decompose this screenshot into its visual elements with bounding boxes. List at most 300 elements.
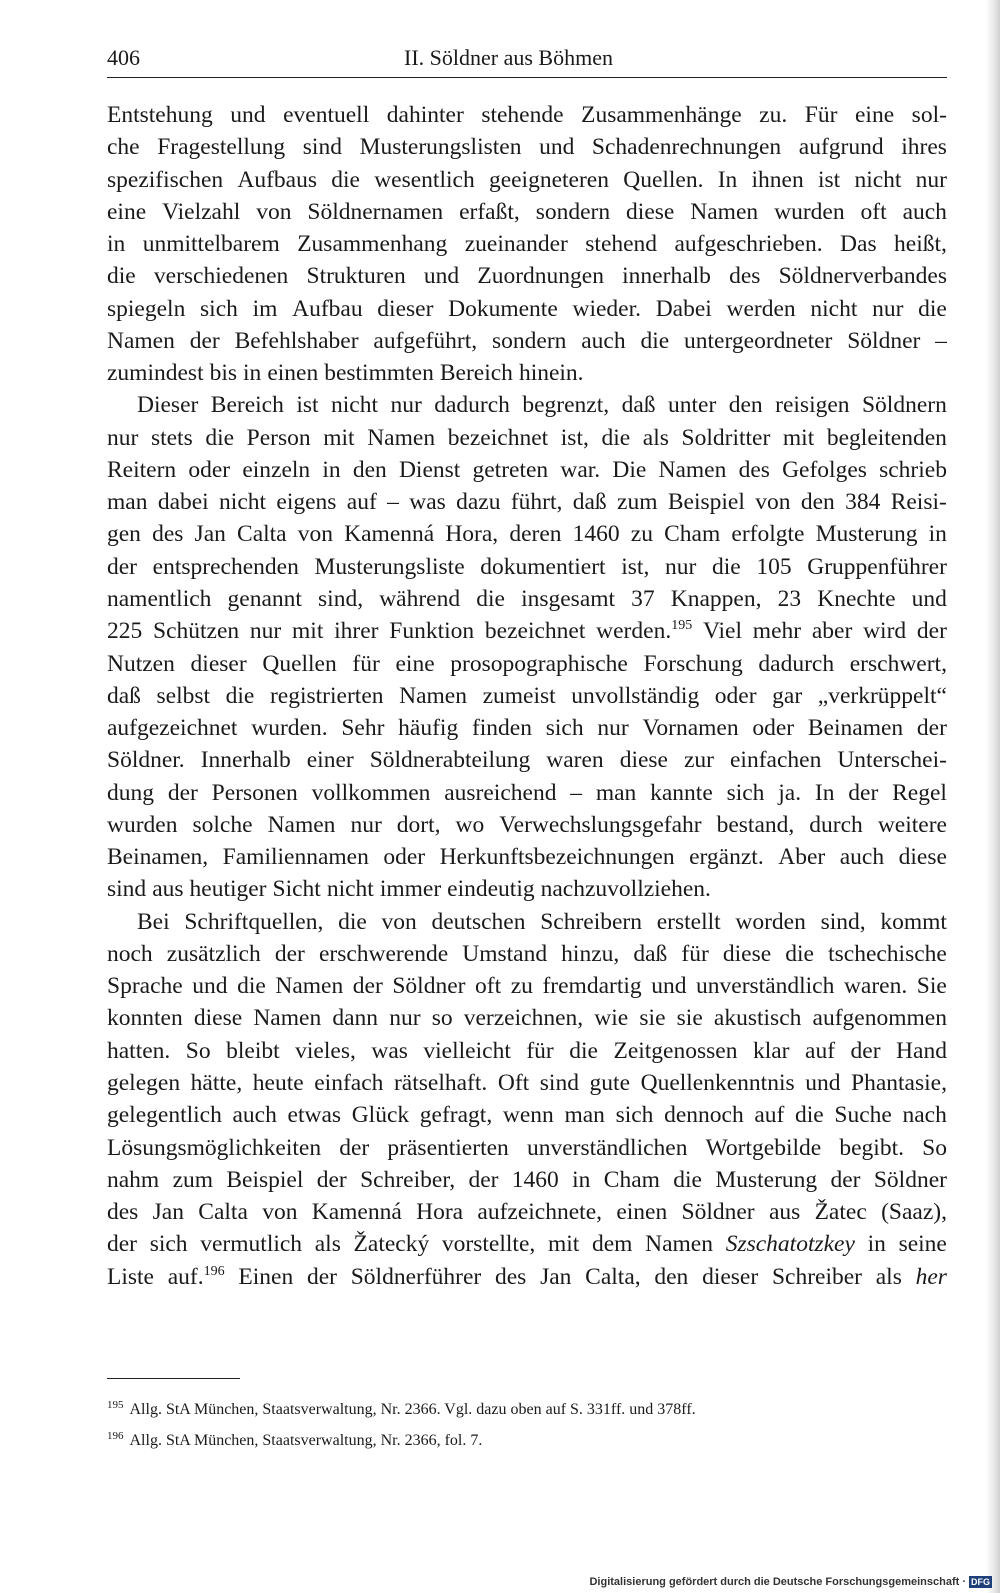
word: dieser xyxy=(377,295,434,322)
text-line xyxy=(107,809,947,841)
word: erschwerende xyxy=(318,940,449,967)
word: die xyxy=(918,295,947,322)
word: Beinamen, xyxy=(107,844,209,871)
word: sind, xyxy=(820,908,866,935)
word: nachzuvollziehen. xyxy=(540,876,711,903)
word: dennoch xyxy=(664,1102,744,1129)
word: in xyxy=(928,521,947,548)
word: unverständlichen xyxy=(526,1134,688,1161)
word: für xyxy=(526,1037,554,1064)
word: dort, xyxy=(396,811,441,838)
word: hinzu, xyxy=(561,940,620,967)
word: in xyxy=(243,360,262,387)
word: den xyxy=(352,456,387,483)
word: mit xyxy=(782,424,815,451)
word: Söldner xyxy=(847,327,921,354)
word: der xyxy=(850,1037,881,1064)
word: nicht xyxy=(331,392,378,419)
text-line xyxy=(107,1002,947,1034)
word: auch xyxy=(232,1102,277,1129)
word-with-footnote xyxy=(596,615,692,647)
word: Söldner xyxy=(873,1166,947,1193)
word: „verkrüppelt“ xyxy=(817,682,947,709)
word: so xyxy=(431,1005,453,1032)
word: des xyxy=(729,263,761,290)
word: dann xyxy=(332,1005,379,1032)
word: sich xyxy=(200,295,238,322)
word: Söldnernamen xyxy=(307,198,444,225)
word: Quellen xyxy=(262,650,337,677)
word: Die xyxy=(612,456,647,483)
word: Schützen xyxy=(153,618,240,645)
word: dadurch xyxy=(758,650,835,677)
word: diese xyxy=(193,1005,243,1032)
word: die xyxy=(331,166,360,193)
body-text xyxy=(107,99,947,1293)
word: verzeichnen, xyxy=(463,1005,584,1032)
word: eigens xyxy=(276,489,337,516)
word: auf xyxy=(346,489,377,516)
text-line xyxy=(107,325,947,357)
word: des xyxy=(107,1199,139,1226)
word: zusätzlich xyxy=(166,940,261,967)
word: dahinter xyxy=(386,102,464,128)
word: nur xyxy=(872,295,904,322)
word: rätselhaft. xyxy=(393,1069,488,1096)
word: sondern xyxy=(492,327,567,354)
word: ist, xyxy=(560,424,589,451)
word: Phantasie, xyxy=(851,1069,947,1096)
word: entsprechenden xyxy=(152,553,299,580)
word: – xyxy=(570,779,583,806)
text-line xyxy=(107,518,947,550)
word: stehende xyxy=(481,102,564,128)
word: Söldner. xyxy=(107,747,185,774)
word: Knappen, xyxy=(670,585,762,612)
word: stets xyxy=(150,424,193,451)
word: nur xyxy=(249,618,282,645)
word: den xyxy=(654,1263,689,1290)
word: reisigen xyxy=(775,392,850,419)
word: nur xyxy=(390,392,422,419)
word: innerhalb xyxy=(622,263,711,290)
word: zum xyxy=(172,1166,214,1193)
word: ergänzt. xyxy=(689,844,764,871)
word: im xyxy=(252,295,278,322)
word: als xyxy=(642,424,669,451)
word: dabei xyxy=(157,489,209,516)
word: solche xyxy=(192,811,253,838)
word: Lösungsmöglichkeiten xyxy=(107,1134,322,1161)
word: Entstehung xyxy=(107,102,213,128)
word: von xyxy=(381,908,417,935)
text-line xyxy=(107,1035,947,1067)
word: Das xyxy=(840,231,877,258)
word: Hand xyxy=(896,1037,947,1064)
word: aufgenommen xyxy=(812,1005,947,1032)
word: oder xyxy=(752,715,795,742)
word: unverständlich xyxy=(696,973,835,1000)
word: schrieb xyxy=(879,456,947,483)
word: unter xyxy=(668,392,717,419)
word: Umstand xyxy=(462,940,548,967)
word: 1460 xyxy=(572,521,620,548)
word: daß xyxy=(107,682,141,709)
footnote xyxy=(107,1392,947,1423)
word: zu xyxy=(630,521,653,548)
word: Gefolges xyxy=(782,456,867,483)
word: nur xyxy=(665,553,697,580)
word: der xyxy=(316,1166,347,1193)
word: des xyxy=(152,521,184,548)
word: auf xyxy=(805,1037,836,1064)
word: vielleicht xyxy=(423,1037,511,1064)
text-line xyxy=(107,1228,947,1260)
word: Calta xyxy=(237,521,287,548)
text-line xyxy=(107,648,947,680)
word: die xyxy=(673,1166,702,1193)
word: mit xyxy=(547,1231,580,1258)
word: die xyxy=(569,1037,598,1064)
word: Regel xyxy=(892,779,947,806)
word: Suche xyxy=(834,1102,892,1129)
word: einfach xyxy=(314,1069,384,1096)
word: 105 xyxy=(756,553,792,580)
word: Strukturen xyxy=(306,263,406,290)
word: wenn xyxy=(502,1102,554,1129)
word: bezeichnet xyxy=(447,424,549,451)
word: erstellt xyxy=(656,908,721,935)
word: insgesamt xyxy=(521,585,616,612)
word: oder xyxy=(383,844,426,871)
word: Söldner xyxy=(681,1199,755,1226)
word: bezeichnet xyxy=(484,618,586,645)
footnote-separator xyxy=(107,1378,240,1379)
page-edge-shadow xyxy=(986,0,1000,1593)
text-line xyxy=(107,131,947,163)
word: sie xyxy=(639,1005,666,1032)
word: als xyxy=(875,1263,902,1290)
word: auf. xyxy=(167,1263,204,1290)
text-line xyxy=(107,196,947,228)
footnote-reference: 195 xyxy=(671,618,693,634)
word: finden xyxy=(471,715,532,742)
word: In xyxy=(717,166,738,193)
header-rule xyxy=(107,77,947,78)
word: In xyxy=(814,779,835,806)
word: der xyxy=(830,1166,861,1193)
page-number: 406 xyxy=(107,45,140,70)
word: die xyxy=(785,940,814,967)
word: Funktion xyxy=(389,618,475,645)
word: verschiedenen xyxy=(153,263,289,290)
word: Namen xyxy=(253,1005,322,1032)
word: geeigneteren xyxy=(488,166,609,193)
text-line xyxy=(107,777,947,809)
text-line xyxy=(107,1099,947,1131)
word: ihres xyxy=(901,134,947,161)
word: Nutzen xyxy=(107,650,175,677)
word: eindeutig xyxy=(447,876,535,903)
word: Cham xyxy=(603,1166,660,1193)
word: man xyxy=(564,1102,605,1129)
word: spiegeln xyxy=(107,295,186,322)
word: vollkommen xyxy=(311,779,431,806)
word: gelegen xyxy=(107,1069,181,1096)
word: wurden xyxy=(107,811,178,838)
word: Zuordnungen xyxy=(477,263,604,290)
word: eventuell xyxy=(283,102,370,128)
word: auch xyxy=(581,327,626,354)
word: man xyxy=(107,489,148,516)
word: spezifischen xyxy=(107,166,224,193)
word: aus xyxy=(768,1199,801,1226)
word: Dienst xyxy=(398,456,461,483)
word: untergeordneter xyxy=(684,327,833,354)
word: Hora xyxy=(416,1199,464,1226)
word: was xyxy=(371,1037,408,1064)
word: wie xyxy=(594,1005,629,1032)
word: So xyxy=(185,1037,211,1064)
word: und xyxy=(192,973,228,1000)
word: deren xyxy=(509,521,562,548)
word: unmittelbarem xyxy=(142,231,280,258)
word: Einen xyxy=(238,1263,294,1290)
word: Dokumente xyxy=(448,295,558,322)
word: die xyxy=(237,973,266,1000)
word: von xyxy=(262,1199,298,1226)
word: und xyxy=(539,134,575,161)
word: den xyxy=(800,489,835,516)
word: etwas xyxy=(287,1102,342,1129)
text-line xyxy=(107,938,947,970)
word: nur xyxy=(350,811,382,838)
word: aufgeführt, xyxy=(373,327,478,354)
word: eine xyxy=(854,102,895,128)
word: Reisi- xyxy=(890,489,947,516)
word: wird xyxy=(863,618,907,645)
text-line xyxy=(107,873,947,905)
word: häufig xyxy=(398,715,459,742)
word: aufgeschrieben. xyxy=(674,231,823,258)
word: Söldnerführer xyxy=(350,1263,482,1290)
word: Sehr xyxy=(341,715,385,742)
word: gen xyxy=(107,521,141,548)
word: zumindest xyxy=(107,360,204,387)
text-line xyxy=(107,841,947,873)
word: und xyxy=(230,102,266,128)
word: ja. xyxy=(778,779,802,806)
word: für xyxy=(352,650,380,677)
word: und xyxy=(423,263,460,290)
word: klar xyxy=(752,1037,790,1064)
word: sind xyxy=(302,134,342,161)
word: Verwechslungsgefahr xyxy=(499,811,702,838)
word: wurden xyxy=(774,198,845,225)
word: Gruppenführer xyxy=(807,553,947,580)
word: sind, xyxy=(318,585,364,612)
word: ist xyxy=(817,166,841,193)
word: Calta xyxy=(198,1199,248,1226)
word: akustisch xyxy=(713,1005,802,1032)
word: zur xyxy=(683,747,714,774)
word: aufzeichnete, xyxy=(477,1199,602,1226)
word: die xyxy=(205,424,235,451)
word: die xyxy=(601,424,631,451)
word: mehr xyxy=(752,618,802,645)
word: Žatec xyxy=(814,1199,867,1226)
word: in xyxy=(322,456,341,483)
text-line xyxy=(107,1132,947,1164)
word: sol- xyxy=(911,102,947,128)
word: Namen xyxy=(399,682,467,709)
word: che xyxy=(107,134,140,161)
word: einen xyxy=(267,360,319,387)
word: gar xyxy=(772,682,803,709)
word: diese xyxy=(619,747,668,774)
word: (Saaz), xyxy=(881,1199,947,1226)
word: als xyxy=(314,1231,341,1258)
word: der xyxy=(274,940,305,967)
word: der xyxy=(916,618,947,645)
word: ihnen xyxy=(751,166,804,193)
text-line xyxy=(107,712,947,744)
word: Jan xyxy=(540,1263,572,1290)
word: Zeitgenossen xyxy=(613,1037,738,1064)
word: sind xyxy=(107,876,147,903)
word: und xyxy=(911,585,947,612)
word: vieles, xyxy=(295,1037,356,1064)
word: Söldnerverbandes xyxy=(778,263,947,290)
word: Söldner xyxy=(392,973,466,1000)
footnote-text: Allg. StA München, Staatsverwaltung, Nr. 2366. Vgl. dazu oben auf S. 331ff. und 378ff. xyxy=(129,1401,696,1418)
word: sondern xyxy=(535,198,611,225)
word: Bereich xyxy=(439,360,513,387)
word: fremdartig xyxy=(542,973,642,1000)
word: was xyxy=(409,489,446,516)
word: Schreiber xyxy=(771,1263,862,1290)
word: mit xyxy=(292,618,324,645)
word: Unterschei- xyxy=(837,747,947,774)
word: der xyxy=(339,1134,370,1161)
text-line xyxy=(107,486,947,518)
word: Vornamen xyxy=(642,715,739,742)
text-line xyxy=(107,99,947,131)
word-with-footnote xyxy=(168,1261,225,1293)
word: Namen xyxy=(645,1231,713,1258)
word: her xyxy=(915,1263,947,1290)
word: Hora, xyxy=(445,521,499,548)
word: diese xyxy=(898,844,947,871)
word: Aber xyxy=(778,844,826,871)
word: Liste xyxy=(107,1263,154,1290)
word: deutschen xyxy=(431,908,526,935)
word: der xyxy=(848,779,879,806)
word: kannte xyxy=(650,779,713,806)
word: aber xyxy=(811,618,853,645)
word: 1460 xyxy=(511,1166,559,1193)
word: nicht xyxy=(219,489,267,516)
word: Namen xyxy=(267,811,336,838)
word: sich xyxy=(545,715,584,742)
word: oder xyxy=(188,456,231,483)
word: 225 xyxy=(107,618,143,645)
word: begleitenden xyxy=(826,424,947,451)
text-line xyxy=(107,357,947,389)
word: weitere xyxy=(877,811,947,838)
word: in xyxy=(107,231,126,258)
word: prosopographische xyxy=(450,650,628,677)
word: sie xyxy=(676,1005,703,1032)
word: dieser xyxy=(702,1263,759,1290)
word: der xyxy=(107,553,138,580)
running-head xyxy=(107,44,947,76)
word: Musterungslisten xyxy=(359,134,522,161)
word: Musterung xyxy=(815,521,918,548)
word: Soldritter xyxy=(681,424,771,451)
word: der xyxy=(306,1263,337,1290)
word: Söldnern xyxy=(861,392,947,419)
word: Namen xyxy=(690,198,759,225)
word: nicht xyxy=(810,295,858,322)
credit-text: Digitalisierung gefördert durch die Deutsche Forschungsgemeinschaft · xyxy=(589,1576,966,1588)
word: gefragt, xyxy=(419,1102,493,1129)
word: die xyxy=(225,682,255,709)
word: diese xyxy=(626,198,675,225)
word: waren. xyxy=(843,973,908,1000)
text-line xyxy=(107,1164,947,1196)
word: Schadenrechnungen xyxy=(591,134,782,161)
text-line xyxy=(107,422,947,454)
word: oft xyxy=(860,198,887,225)
word: wesentlich xyxy=(374,166,475,193)
footnote-number: 195 xyxy=(107,1399,124,1411)
word: erfaßt, xyxy=(459,198,520,225)
word: man xyxy=(595,779,637,806)
word: zu. xyxy=(759,102,788,128)
word: Dabei xyxy=(655,295,712,322)
word: unvollständig xyxy=(571,682,700,709)
word: getreten xyxy=(472,456,549,483)
word: der xyxy=(107,1231,138,1258)
word: Namen xyxy=(367,424,436,451)
text-line xyxy=(107,1196,947,1228)
word: den xyxy=(728,392,763,419)
word: hinein. xyxy=(518,360,584,387)
word: daß xyxy=(572,489,607,516)
word: einen xyxy=(616,1199,668,1226)
word: einzeln xyxy=(242,456,311,483)
text-line xyxy=(107,164,947,196)
word: – xyxy=(935,327,947,354)
text-line xyxy=(107,1261,947,1293)
word: die xyxy=(107,263,136,290)
word: werden xyxy=(726,295,796,322)
word: oft xyxy=(475,973,502,1000)
word: zueinander xyxy=(464,231,568,258)
word: eine xyxy=(107,198,147,225)
word: daß xyxy=(633,940,668,967)
word: die xyxy=(795,1102,824,1129)
word: und xyxy=(805,1069,841,1096)
text-line xyxy=(107,970,947,1002)
word: Szschatotzkey xyxy=(725,1231,855,1258)
text-line xyxy=(107,583,947,615)
word: immer xyxy=(379,876,442,903)
word: Beinamen xyxy=(807,715,904,742)
word: ist xyxy=(296,392,319,419)
word: Für xyxy=(804,102,838,128)
